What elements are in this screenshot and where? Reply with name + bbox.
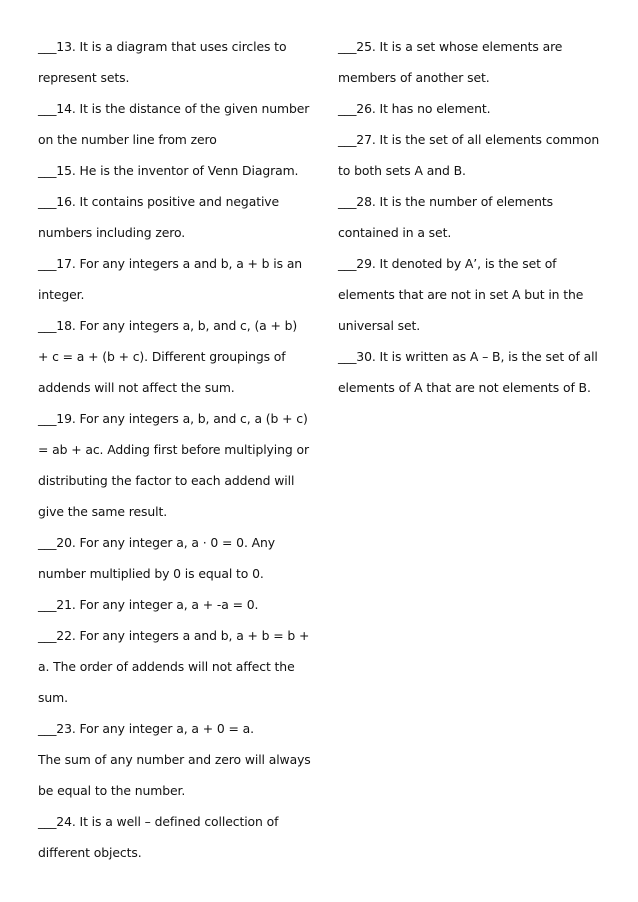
left-column [38,36,328,873]
question-text-line: elements of A that are not elements of B. [338,380,591,395]
question-text-line: number multiplied by 0 is equal to 0. [38,566,264,581]
question-text-line: distributing the factor to each addend will [38,473,295,488]
question-text-line: elements that are not in set A but in the [338,287,584,302]
question-text-line: ___15. He is the inventor of Venn Diagram. [38,163,299,178]
question-text-line: members of another set. [338,70,490,85]
question-text-line: ___18. For any integers a, b, and c, (a + b) [38,318,298,333]
question-text-line: ___23. For any integer a, a + 0 = a. [38,721,254,736]
question-text-line: a. The order of addends will not affect the [38,659,295,674]
question-text-line: + c = a + (b + c). Different groupings of [38,349,286,364]
question-text-line: ___29. It denoted by A’, is the set of [338,256,557,271]
question-text-line: different objects. [38,845,142,860]
question-text-line: to both sets A and B. [338,163,466,178]
question-text-line: ___26. It has no element. [338,101,491,116]
question-text-line: represent sets. [38,70,130,85]
question-text-line: ___21. For any integer a, a + -a = 0. [38,597,259,612]
question-text-line: ___13. It is a diagram that uses circles to [38,39,287,54]
question-text-line: ___19. For any integers a, b, and c, a (b + c) [38,411,308,426]
question-text-line: addends will not affect the sum. [38,380,235,395]
question-text-line: ___25. It is a set whose elements are [338,39,563,54]
question-text-line: The sum of any number and zero will always [38,752,311,767]
question-text-line: ___14. It is the distance of the given number [38,101,310,116]
question-text-line: ___30. It is written as A – B, is the set of all [338,349,598,364]
question-text-line: sum. [38,690,68,705]
question-text-line: ___16. It contains positive and negative [38,194,280,209]
question-text-line: on the number line from zero [38,132,217,147]
question-text-line: ___27. It is the set of all elements common [338,132,600,147]
question-text-line: integer. [38,287,85,302]
question-text-line: = ab + ac. Adding first before multiplying or [38,442,309,457]
question-text-line: be equal to the number. [38,783,186,798]
question-text-line: universal set. [338,318,421,333]
question-text-line: ___17. For any integers a and b, a + b is an [38,256,303,271]
question-text-line: numbers including zero. [38,225,186,240]
question-text-line: ___22. For any integers a and b, a + b = b + [38,628,310,643]
right-column [338,36,630,408]
question-text-line: ___24. It is a well – defined collection of [38,814,279,829]
question-text-line: give the same result. [38,504,168,519]
question-text-line: contained in a set. [338,225,452,240]
question-text-line: ___20. For any integer a, a · 0 = 0. Any [38,535,275,550]
question-text-line: ___28. It is the number of elements [338,194,554,209]
